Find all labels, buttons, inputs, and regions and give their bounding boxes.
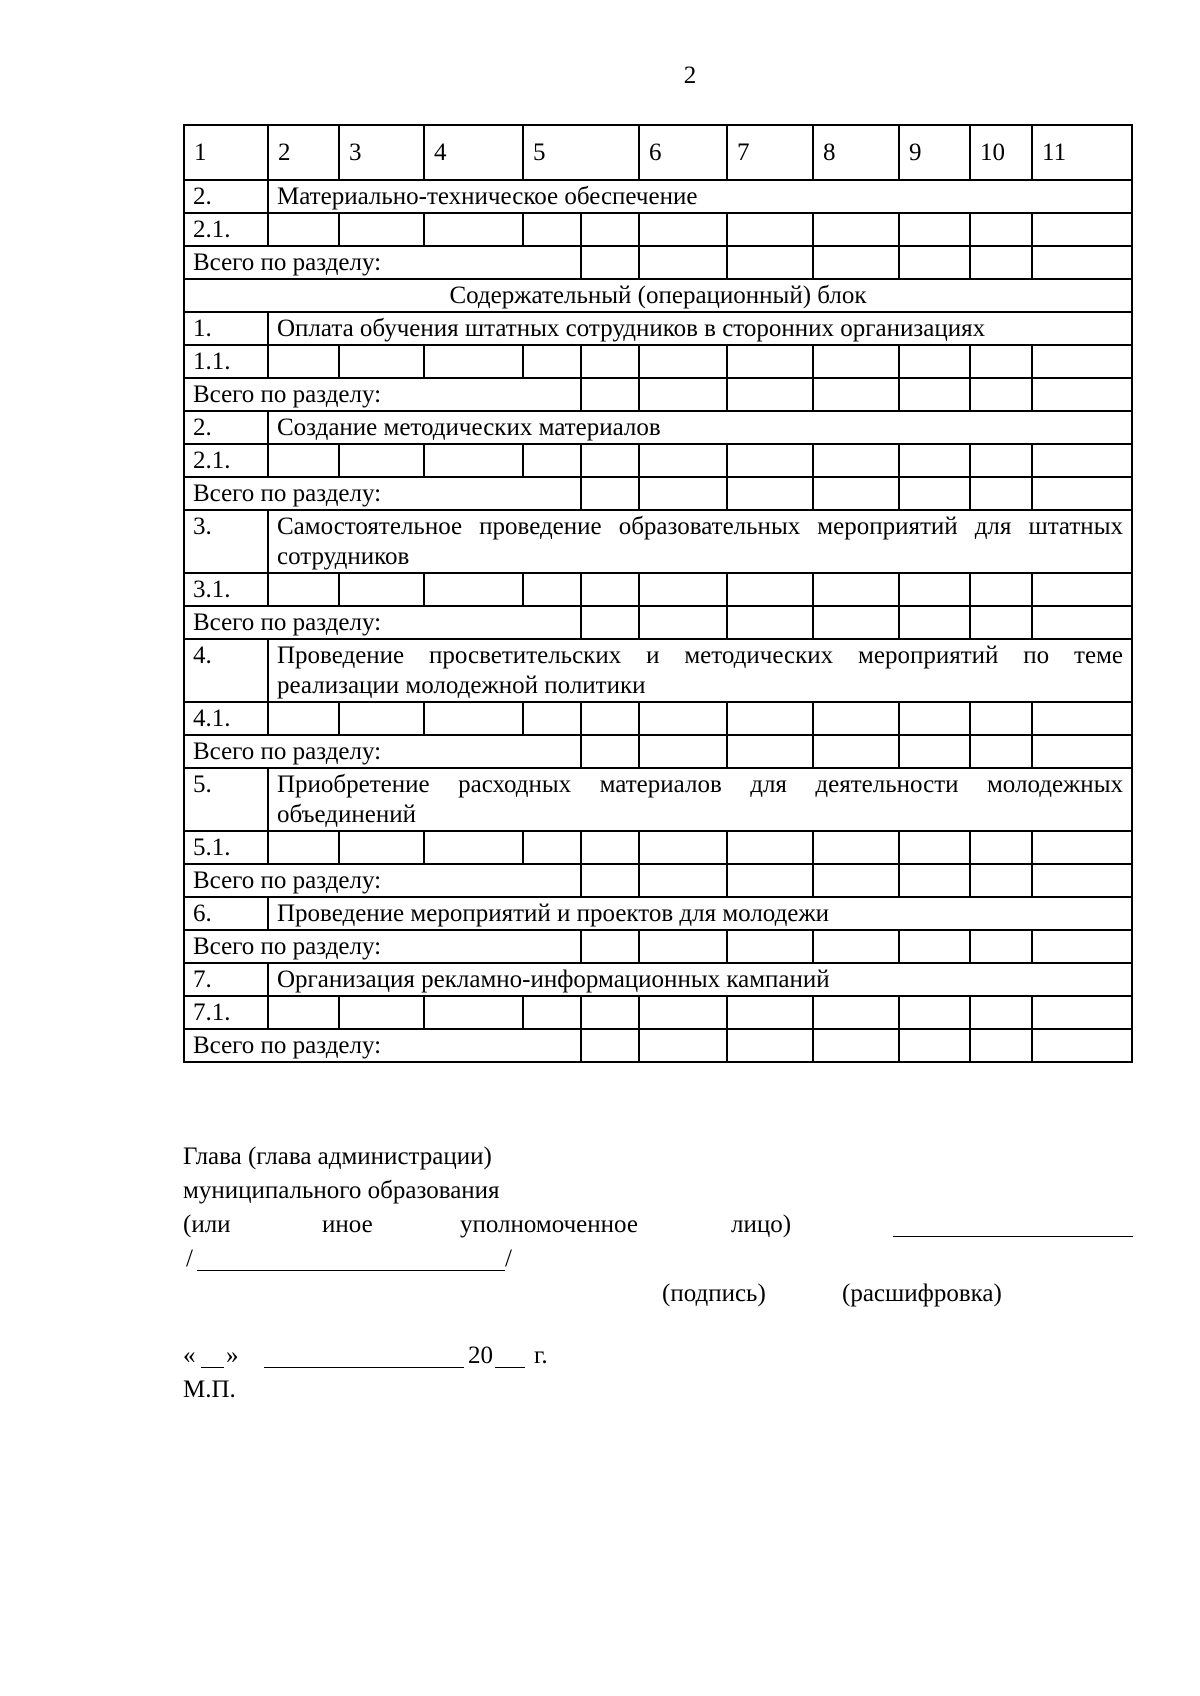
table-cell [581, 930, 639, 963]
section-number: 1. [184, 312, 268, 345]
table-cell [813, 1029, 899, 1062]
table-cell [268, 996, 339, 1029]
header-cell: 3 [339, 125, 424, 180]
table-cell [813, 573, 899, 606]
table-cell [970, 606, 1032, 639]
header-cell: 9 [899, 125, 970, 180]
table-cell [523, 702, 581, 735]
item-row [184, 831, 1132, 864]
section-number: 2. [184, 180, 268, 213]
date-year-prefix: 20 [468, 1342, 493, 1369]
table-cell [970, 573, 1032, 606]
date-quote-open: « [183, 1342, 196, 1369]
section-row [184, 510, 1132, 573]
section-number: 3. [184, 510, 268, 573]
section-title: Материально-техническое обеспечение [268, 180, 1132, 213]
section-number: 6. [184, 897, 268, 930]
table-cell [581, 606, 639, 639]
section-row [184, 312, 1132, 345]
total-row [184, 735, 1132, 768]
table-cell [970, 702, 1032, 735]
total-label: Всего по разделу: [184, 606, 581, 639]
section-title: Самостоятельное проведение образовательных мероприятий для штатных сотрудников [268, 510, 1132, 573]
table-cell [424, 702, 523, 735]
name-decode-line [197, 1270, 505, 1271]
table-cell [727, 606, 813, 639]
date-year-suffix: г. [534, 1342, 548, 1369]
table-cell [581, 246, 639, 279]
section-title: Создание методических материалов [268, 411, 1132, 444]
table-cell [639, 345, 727, 378]
table-cell [970, 345, 1032, 378]
header-cell: 5 [523, 125, 639, 180]
section-title: Приобретение расходных материалов для деятельности молодежных объединений [268, 768, 1132, 831]
caption-decode: (расшифровка) [842, 1280, 1002, 1307]
table-cell [970, 213, 1032, 246]
table-cell [899, 864, 970, 897]
table-cell [523, 831, 581, 864]
signatory-line-3b: иное [322, 1211, 373, 1238]
header-cell: 11 [1032, 125, 1132, 180]
total-row [184, 477, 1132, 510]
signature-line [893, 1236, 1133, 1237]
table-cell [813, 864, 899, 897]
item-row [184, 345, 1132, 378]
item-row [184, 213, 1132, 246]
item-row [184, 573, 1132, 606]
table-cell [970, 477, 1032, 510]
table-cell [727, 930, 813, 963]
table-header-row [184, 125, 1132, 180]
total-row [184, 246, 1132, 279]
header-cell: 2 [268, 125, 339, 180]
signatory-line-3a: (или [183, 1211, 231, 1238]
table-cell [639, 606, 727, 639]
section-number: 5. [184, 768, 268, 831]
header-cell: 8 [813, 125, 899, 180]
table-cell [1032, 702, 1132, 735]
table-cell [268, 831, 339, 864]
section-row [184, 963, 1132, 996]
item-number: 2.1. [184, 444, 268, 477]
table-cell [339, 702, 424, 735]
table-cell [727, 864, 813, 897]
table-cell [727, 213, 813, 246]
table-cell [339, 996, 424, 1029]
item-number: 5.1. [184, 831, 268, 864]
table-cell [1032, 831, 1132, 864]
table-cell [581, 735, 639, 768]
section-row [184, 768, 1132, 831]
signatory-line-3c: уполномоченное [460, 1211, 638, 1238]
page-number: 2 [683, 62, 697, 89]
table-cell [727, 444, 813, 477]
header-cell: 6 [639, 125, 727, 180]
table-cell [813, 702, 899, 735]
table-cell [639, 930, 727, 963]
section-row [184, 180, 1132, 213]
item-number: 1.1. [184, 345, 268, 378]
table-cell [727, 735, 813, 768]
table-cell [1032, 246, 1132, 279]
total-label: Всего по разделу: [184, 864, 581, 897]
table-cell [899, 1029, 970, 1062]
table-cell [639, 477, 727, 510]
table-cell [899, 345, 970, 378]
table-cell [813, 996, 899, 1029]
table-cell [268, 213, 339, 246]
table-cell [1032, 996, 1132, 1029]
table-cell [639, 864, 727, 897]
table-cell [970, 735, 1032, 768]
table-cell [813, 930, 899, 963]
table-cell [970, 864, 1032, 897]
header-cell: 4 [424, 125, 523, 180]
table-cell [639, 1029, 727, 1062]
block-title-row [184, 279, 1132, 312]
table-cell [813, 246, 899, 279]
table-cell [899, 573, 970, 606]
table-cell [899, 606, 970, 639]
total-row [184, 606, 1132, 639]
table-cell [424, 831, 523, 864]
item-row [184, 702, 1132, 735]
table-cell [581, 831, 639, 864]
table-cell [581, 702, 639, 735]
total-label: Всего по разделу: [184, 246, 581, 279]
table-cell [639, 213, 727, 246]
section-row [184, 897, 1132, 930]
section-number: 2. [184, 411, 268, 444]
table-cell [899, 246, 970, 279]
table-cell [424, 573, 523, 606]
table-cell [581, 444, 639, 477]
stamp-place: М.П. [183, 1376, 236, 1403]
table-cell [268, 573, 339, 606]
table-cell [727, 1029, 813, 1062]
table-cell [581, 996, 639, 1029]
total-row [184, 864, 1132, 897]
table-cell [268, 702, 339, 735]
total-label: Всего по разделу: [184, 378, 581, 411]
table-cell [727, 378, 813, 411]
table-cell [813, 213, 899, 246]
table-cell [970, 930, 1032, 963]
header-cell: 10 [970, 125, 1032, 180]
table-cell [1032, 345, 1132, 378]
table-cell [727, 345, 813, 378]
table-cell [424, 345, 523, 378]
item-number: 2.1. [184, 213, 268, 246]
section-row [184, 639, 1132, 702]
table-cell [727, 831, 813, 864]
section-title: Организация рекламно-информационных кампаний [268, 963, 1132, 996]
caption-signature: (подпись) [662, 1280, 766, 1307]
table-cell [1032, 864, 1132, 897]
table-cell [424, 444, 523, 477]
table-cell [639, 831, 727, 864]
date-year-line [495, 1367, 525, 1368]
table-cell [899, 213, 970, 246]
table-cell [899, 477, 970, 510]
table-cell [581, 213, 639, 246]
table-cell [581, 573, 639, 606]
table-cell [1032, 930, 1132, 963]
slash-close: / [505, 1245, 512, 1272]
table-cell [813, 735, 899, 768]
table-cell [339, 573, 424, 606]
total-row [184, 378, 1132, 411]
signatory-line-1: Глава (глава администрации) [183, 1143, 492, 1170]
table-cell [813, 378, 899, 411]
total-label: Всего по разделу: [184, 1029, 581, 1062]
table-cell [339, 444, 424, 477]
table-cell [523, 444, 581, 477]
section-number: 7. [184, 963, 268, 996]
section-title: Проведение мероприятий и проектов для молодежи [268, 897, 1132, 930]
table-cell [639, 573, 727, 606]
table-cell [268, 345, 339, 378]
total-label: Всего по разделу: [184, 477, 581, 510]
table-cell [639, 702, 727, 735]
slash-open: / [186, 1245, 193, 1272]
table-cell [813, 606, 899, 639]
table-cell [813, 444, 899, 477]
table-cell [581, 864, 639, 897]
table-cell [639, 735, 727, 768]
table-cell [1032, 573, 1132, 606]
table-cell [899, 378, 970, 411]
table-cell [1032, 735, 1132, 768]
table-cell [523, 213, 581, 246]
table-cell [581, 477, 639, 510]
table-cell [268, 444, 339, 477]
section-title: Проведение просветительских и методических мероприятий по теме реализации молодежной политики [268, 639, 1132, 702]
table-cell [1032, 1029, 1132, 1062]
table-cell [813, 477, 899, 510]
item-row [184, 444, 1132, 477]
date-quote-close: » [226, 1342, 239, 1369]
table-cell [727, 246, 813, 279]
table-cell [727, 573, 813, 606]
table-cell [1032, 477, 1132, 510]
table-cell [899, 735, 970, 768]
section-row [184, 411, 1132, 444]
table-cell [970, 1029, 1032, 1062]
signatory-line-3d: лицо) [731, 1211, 792, 1238]
signatory-line-2: муниципального образования [183, 1177, 500, 1204]
section-number: 4. [184, 639, 268, 702]
table-cell [424, 996, 523, 1029]
total-label: Всего по разделу: [184, 930, 581, 963]
item-number: 7.1. [184, 996, 268, 1029]
table-cell [727, 702, 813, 735]
table-cell [523, 996, 581, 1029]
table-cell [1032, 213, 1132, 246]
table-cell [727, 477, 813, 510]
total-label: Всего по разделу: [184, 735, 581, 768]
item-number: 4.1. [184, 702, 268, 735]
table-cell [1032, 378, 1132, 411]
table-cell [339, 831, 424, 864]
table-cell [970, 996, 1032, 1029]
date-month-line [264, 1367, 464, 1368]
header-cell: 7 [727, 125, 813, 180]
table-cell [639, 378, 727, 411]
table-cell [970, 831, 1032, 864]
table-cell [339, 345, 424, 378]
table-cell [523, 345, 581, 378]
table-cell [581, 1029, 639, 1062]
table-cell [727, 996, 813, 1029]
table-cell [970, 444, 1032, 477]
block-title: Содержательный (операционный) блок [184, 279, 1132, 312]
table-cell [1032, 444, 1132, 477]
table-cell [1032, 606, 1132, 639]
table-cell [899, 996, 970, 1029]
table-cell [899, 831, 970, 864]
table-cell [581, 378, 639, 411]
table-cell [970, 378, 1032, 411]
table-cell [813, 831, 899, 864]
header-cell: 1 [184, 125, 268, 180]
table-cell [424, 213, 523, 246]
table-cell [639, 246, 727, 279]
total-row [184, 930, 1132, 963]
total-row [184, 1029, 1132, 1062]
budget-table [183, 124, 1133, 1063]
table-cell [339, 213, 424, 246]
table-cell [581, 345, 639, 378]
table-cell [639, 996, 727, 1029]
table-cell [639, 444, 727, 477]
date-day-line [201, 1367, 224, 1368]
table-cell [813, 345, 899, 378]
table-cell [899, 444, 970, 477]
table-cell [899, 702, 970, 735]
table-cell [523, 573, 581, 606]
table-cell [970, 246, 1032, 279]
item-number: 3.1. [184, 573, 268, 606]
table-cell [899, 930, 970, 963]
item-row [184, 996, 1132, 1029]
section-title: Оплата обучения штатных сотрудников в сторонних организациях [268, 312, 1132, 345]
